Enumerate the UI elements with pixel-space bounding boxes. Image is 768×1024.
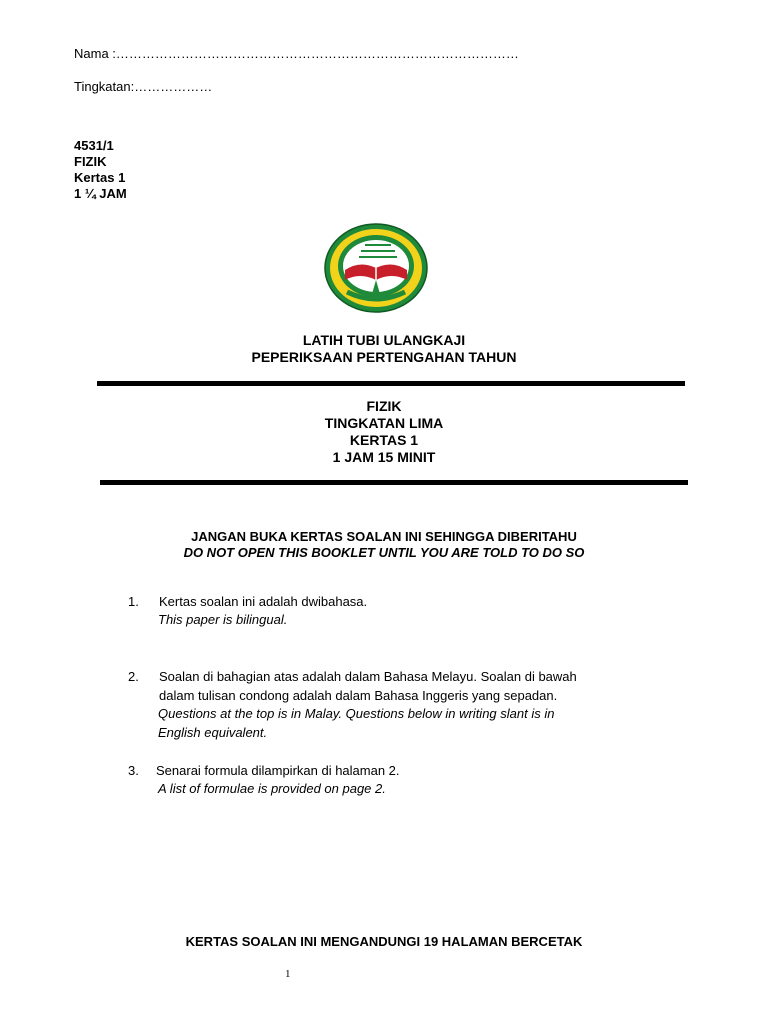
subject-line-1: FIZIK	[366, 398, 402, 414]
paper-subject: FIZIK	[74, 154, 107, 169]
paper-number: Kertas 1	[74, 170, 126, 185]
instruction-malay: dalam tulisan condong adalah dalam Bahasa Inggeris yang sepadan.	[159, 687, 558, 703]
warning-english: DO NOT OPEN THIS BOOKLET UNTIL YOU ARE TOLD TO DO SO	[183, 545, 585, 560]
school-crest-logo	[323, 222, 429, 314]
paper-code: 4531/1	[74, 138, 114, 153]
name-field-line: Nama :…………………………………………………………………………………	[74, 46, 519, 61]
instruction-english: English equivalent.	[158, 724, 268, 740]
form-field-line: Tingkatan:………………	[74, 79, 213, 94]
page-number: 1	[285, 968, 291, 980]
instruction-number: 3.	[128, 763, 139, 778]
paper-duration: 1 ¼ JAM	[74, 186, 127, 201]
instruction-number: 1.	[128, 594, 139, 609]
instruction-item	[128, 668, 577, 742]
instruction-english: Questions at the top is in Malay. Questions below in writing slant is in	[158, 706, 555, 721]
exam-title	[0, 332, 768, 366]
instruction-english: A list of formulae is provided on page 2.	[158, 781, 386, 796]
top-thick-rule	[97, 381, 685, 386]
warning-block	[0, 529, 768, 561]
instruction-malay: Senarai formula dilampirkan di halaman 2.	[156, 763, 400, 778]
subject-line-2: TINGKATAN LIMA	[324, 415, 444, 431]
instruction-number: 2.	[128, 669, 139, 684]
paper-code-block	[74, 138, 127, 202]
pages-note: KERTAS SOALAN INI MENGANDUNGI 19 HALAMAN BERCETAK	[185, 934, 583, 949]
instruction-english: This paper is bilingual.	[158, 612, 288, 627]
warning-malay: JANGAN BUKA KERTAS SOALAN INI SEHINGGA DIBERITAHU	[191, 529, 577, 544]
subject-line-3: KERTAS 1	[349, 432, 419, 448]
instruction-item	[128, 593, 367, 629]
instruction-item	[128, 762, 400, 798]
instruction-malay: Kertas soalan ini adalah dwibahasa.	[159, 594, 368, 609]
exam-title-line-1: LATIH TUBI ULANGKAJI	[302, 332, 466, 348]
instruction-malay: Soalan di bahagian atas adalah dalam Bahasa Melayu. Soalan di bawah	[159, 669, 577, 684]
bottom-thick-rule	[100, 480, 688, 485]
subject-line-4: 1 JAM 15 MINIT	[332, 449, 436, 465]
subject-block	[0, 398, 768, 466]
exam-title-line-2: PEPERIKSAAN PERTENGAHAN TAHUN	[251, 349, 517, 365]
